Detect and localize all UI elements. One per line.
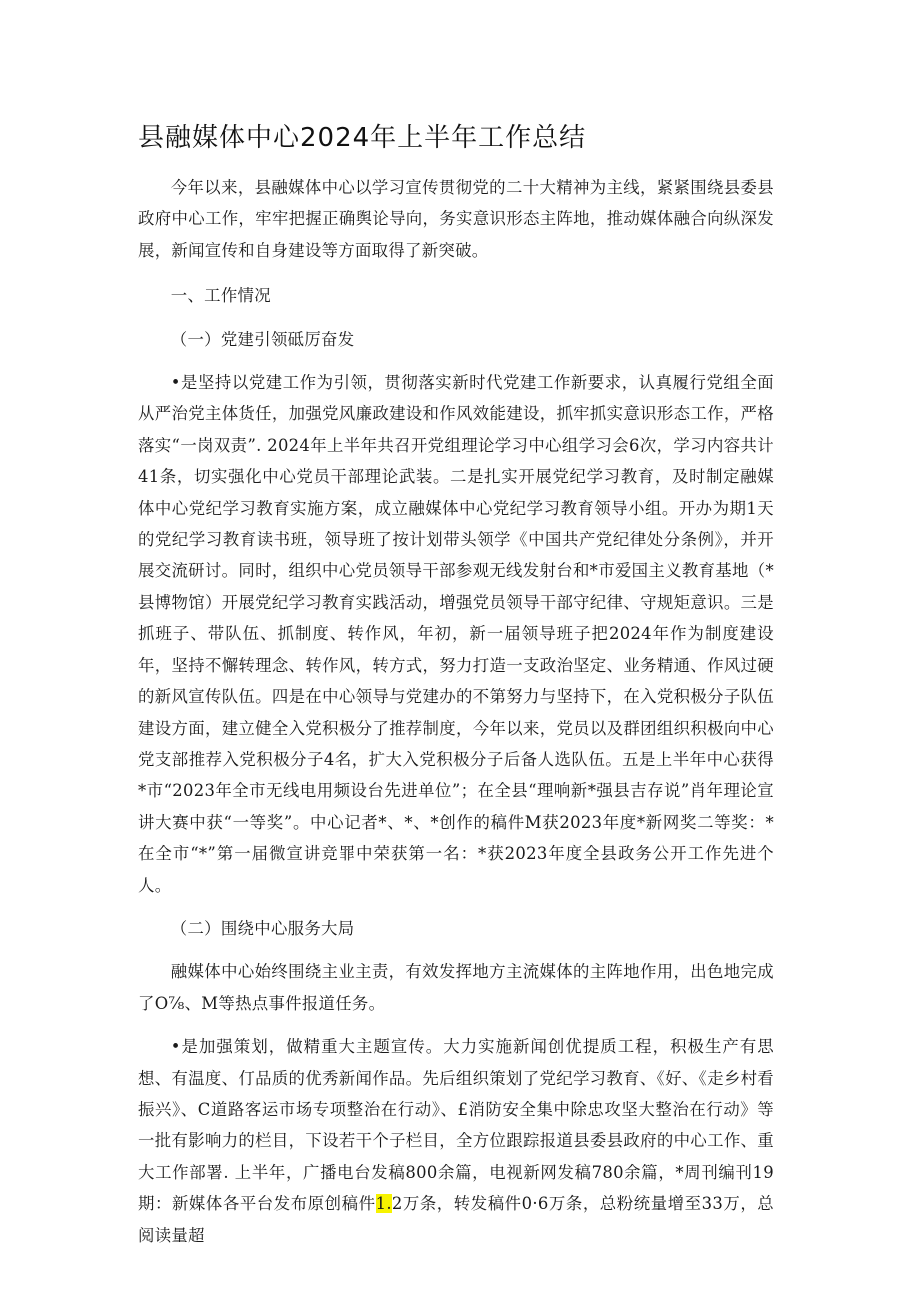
subsection-heading-party-building: （一）党建引领砥厉奋发 <box>170 329 355 349</box>
planning-text-a: •是加强策划，做精重大主题宣传。大力实施新闻创优提质工程，积极生产有思想、有温度、仃品质的优秀新闻作品。先后组织策划了党纪学习教育、《好、《走乡村看振兴》、C道路客运市场专项整治在行动》、£消防安全集中除忠攻坚大整治在行动》等一批有影响力的栏目，下设若干个子栏目，全方位跟踪报道县委县政府的中心工作、重大工作部署. 上半年，广播电台发稿800余篇，电视新网发稿780余篇，*周刊编刊19期：新媒体各平台发布原创稿件 <box>138 1037 774 1214</box>
subsection-heading-serve-center: （二）围绕中心服务大局 <box>170 918 355 938</box>
page-title: 县融媒体中心2024年上半年工作总结 <box>138 123 587 153</box>
highlighted-text: 1. <box>375 1194 392 1214</box>
planning-paragraph <box>138 1031 774 1251</box>
planning-text-b: 2万条，转发稿件0·6万条，总粉统量增至33万，总阅读量超 <box>138 1194 774 1245</box>
party-building-paragraph: •是坚持以党建工作为引领，贯彻落实新时代党建工作新要求，认真履行党组全面从严治党主体货任，加强党风廉政建设和作风效能建设，抓牢抓实意识形态工作，严格落实“一岗双责”. 2024年上半年共召开党组理论学习中心组学习会6次，学习内容共计41条，切实强化中心党员干部理论武装。二是扎实开展党纪学习教育，及时制定融媒体中心党纪学习教育实施方案，成立融媒体中心党纪学习教育领导小组。开办为期1天的党纪学习教育读书班，领导班了按计划带头领学《中国共产党纪律处分条例》，并开展交流研讨。同时，组织中心党员领导干部参观无线发射台和*市爱国主义教育基地（*县博物馆）开展党纪学习教育实践活动，增强党员领导干部守纪律、守规矩意识。三是抓班子、带队伍、抓制度、转作风，年初，新一届领导班子把2024年作为制度建设年，坚持不懈转理念、转作风，转方式，努力打造一支政治坚定、业务精通、作风过硬的新风宣传队伍。四是在中心领导与党建办的不第努力与坚持下，在入党积极分子队伍建设方面，建立健全入党积极分了推荐制度，今年以来，党员以及群团组织积极向中心党支部推荐入党积极分子4名，扩大入党积极分子后备人选队伍。五是上半年中心获得*市“2023年全市无线电用频设台先进单位”；在全县“理响新*强县吉存说”肖年理论宣讲大赛中获“一等奖”。中心记者*、*、*创作的稿件M获2023年度*新网奖二等奖：*在全市“*”第一届微宣讲竞罪中荣获第一名：*获2023年度全县政务公开工作先进个人。 <box>138 373 774 895</box>
document-body <box>138 172 774 1251</box>
intro-paragraph: 今年以来，县融媒体中心以学习宣传贯彻党的二十大精神为主线，紧紧围绕县委县政府中心工作，牢牢把握正确舆论导向，务实意识形态主阵地，推动媒体融合向纵深发展，新闻宣传和自身建设等方面取得了新突破。 <box>138 178 774 260</box>
section-heading-work-status: 一、工作情况 <box>170 286 271 306</box>
serve-center-paragraph: 融媒体中心始终围绕主业主责，有效发挥地方主流媒体的主阵地作用，出色地完成了O⅞、M等热点事件报道任务。 <box>138 962 774 1013</box>
